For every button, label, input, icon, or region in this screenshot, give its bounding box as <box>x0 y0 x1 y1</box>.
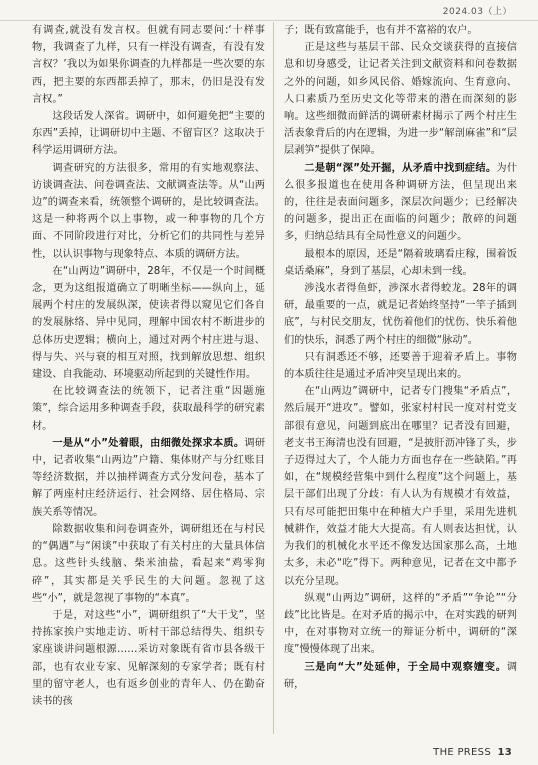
paragraph-text: 调研中，记者收集“山两边”户籍、集体财产与分红账目等经济数据，并以抽样调查方式分发问卷，基本了解了两座村庄经济运行、社会网络、居住格局、宗族关系等情况。 <box>32 437 266 518</box>
paragraph-text: 在“山两边”调研中，28年，不仅是一个时间概念，更为这组报道确立了明晰坐标——纵向上，延展两个村庄的发展纵深，使读者得以窥见它们各自的发展脉络、异中见同，理解中国农村不断进步的总体历史逻辑；横向上，通过对两个村庄进与退、得与失、兴与衰的相互对照，找到解放思想、组织建设、自我能动、环境驱动所起到的关键性作用。 <box>32 265 265 381</box>
page-number: 13 <box>497 747 512 758</box>
paragraph-text: 正是这些与基层干部、民众交谈获得的直接信息和切身感受，让记者关注到文献资料和问卷数据之外的问题，如乡风民俗、婚嫁流向、生育意向、人口素质乃至历史文化等带来的潜在而深刻的影响。这些细微而鲜活的调研素材揭示了两个村庄生活表象背后的内在逻辑，为进一步“解剖麻雀”和“层层剥笋”提供了保障。 <box>284 42 517 157</box>
paragraph <box>284 160 517 246</box>
paragraph <box>32 383 265 435</box>
paragraph <box>284 590 517 659</box>
paragraph <box>32 160 265 263</box>
paragraph <box>284 280 517 349</box>
issue-date: 2024.03（上） <box>442 7 512 17</box>
paragraph <box>32 263 265 383</box>
header-rule <box>0 20 538 21</box>
magazine-name: THE PRESS <box>433 747 491 758</box>
paragraph <box>32 108 265 160</box>
paragraph <box>284 659 517 693</box>
paragraph <box>32 22 265 108</box>
section-lead: 一是从“小”处着眼，由细微处探求本质。 <box>52 437 245 449</box>
paragraph-text: 最根本的原因，还是“隔着玻璃看庄稼，围着饭桌话桑麻”，身到了基层，心却未到一线。 <box>284 248 517 277</box>
section-lead: 二是朝“深”处开掘，从矛盾中找到症结。 <box>304 162 497 174</box>
paragraph-text: 有调查,就没有发言权。但就有同志要问:‘十样事物，我调查了九样，只有一样没有调查，有没有发言权？’我以为如果你调查的九样都是一些次要的东西，把主要的东西都丢掉了，那末，仍旧是没有发言权。” <box>32 25 265 105</box>
page-footer <box>433 747 512 758</box>
paragraph-text: 只有洞悉还不够，还要善于迎着矛盾上。事物的本质往往是通过矛盾冲突呈现出来的。 <box>284 351 517 381</box>
paragraph-text: 调研， <box>284 661 517 690</box>
left-column <box>32 22 265 710</box>
paragraph-text: 调查研究的方法很多，常用的有实地观察法、访谈调查法、问卷调查法、文献调查法等。从“山两边”的调查来看，统领整个调研的，是比较调查法。这是一种将两个以上事物，或一种事物的几个方面、不同阶段进行对比，分析它们的共同性与差异性，以认识事物与现象特点、本质的调研方法。 <box>32 162 265 260</box>
paragraph-text: 在“山两边”调研中，记者专门搜集“矛盾点”，然后展开“进攻”。譬如，张家村村民一度对村党支部很有意见，问题到底出在哪里？记者没有回避，老支书王海清也没有回避，“是披肝沥冲锋了头，步子迈得过大了，个人能力方面也存在一些缺陷。”再如，在“规模经营集中到什么程度”这个问题上，基层干部们出现了分歧：有人认为有规模才有效益，只有尽可能把田集中在种植大户手里，采用先进机械耕作，效益才能大大提高。有人则表达担忧，认为我们的机械化水平还不像发达国家那么高，土地太多，未必“吃”得下。两种意见，记者在文中都予以充分呈现。 <box>284 386 517 587</box>
paragraph-text: 涉浅水者得鱼虾，涉深水者得蛟龙。28年的调研，最重要的一点，就是记者始终坚持“一竿子插到底”，与村民交朋友，忧伤着他们的忧伤、快乐着他们的快乐，洞悉了两个村庄的细微“脉动”。 <box>284 283 517 346</box>
paragraph-text: 除数据收集和问卷调查外，调研组还在与村民的“偶遇”与“闲谈”中获取了有关村庄的大量具体信息。这些针头线脑、柴米油盐，看起来“鸡零狗碎”，其实都是关乎民生的大问题。忽视了这些“小”，就是忽视了事物的“本真”。 <box>32 523 265 604</box>
paragraph <box>32 435 265 521</box>
paragraph-text: 纵观“山两边”调研，这样的“矛盾”“争论”“分歧”比比皆是。在对矛盾的揭示中，在对实践的研判中，在对事物对立统一的辩证分析中，调研的“深度”慢慢体现了出来。 <box>284 592 517 656</box>
paragraph <box>32 521 265 607</box>
column-divider <box>273 22 274 734</box>
paragraph <box>284 39 517 159</box>
paragraph-text: 在比较调查法的统领下，记者注重“因题施策”，综合运用多种调查手段，获取最科学的研究素材。 <box>32 386 265 432</box>
paragraph-text: 子；既有致富能手，也有并不富裕的农户。 <box>284 25 478 36</box>
paragraph <box>284 383 517 589</box>
paragraph-text: 于是，对这些“小”，调研组织了“大干戈”，坚持拣家挨户实地走访、听村干部总结得失、组织专家座谈讲问题根源……采访对象既有省市县各级干部，也有农业专家、见解深刻的专家学者；既有村里的留守老人，也有返乡创业的青年人、仍在勤奋读书的孩 <box>32 609 265 707</box>
right-column <box>284 22 517 693</box>
paragraph-text: 为什么很多报道也在使用各种调研方法，但呈现出来的，往往是表面问题多，深层次问题少；已经解决的问题多，提出正在面临的问题少；散碎的问题多，归纳总结具有全局性意义的问题少。 <box>284 162 518 243</box>
paragraph <box>284 22 517 39</box>
section-lead: 三是向“大”处延伸，于全局中观察嬗变。 <box>304 661 507 673</box>
paragraph <box>284 349 517 383</box>
paragraph-text: 这段话发人深省。调研中，如何避免把“主要的东西”丢掉，让调研切中主题、不留盲区？这取决于科学运用调研方法。 <box>32 111 265 157</box>
paragraph <box>32 607 265 710</box>
paragraph <box>284 246 517 280</box>
